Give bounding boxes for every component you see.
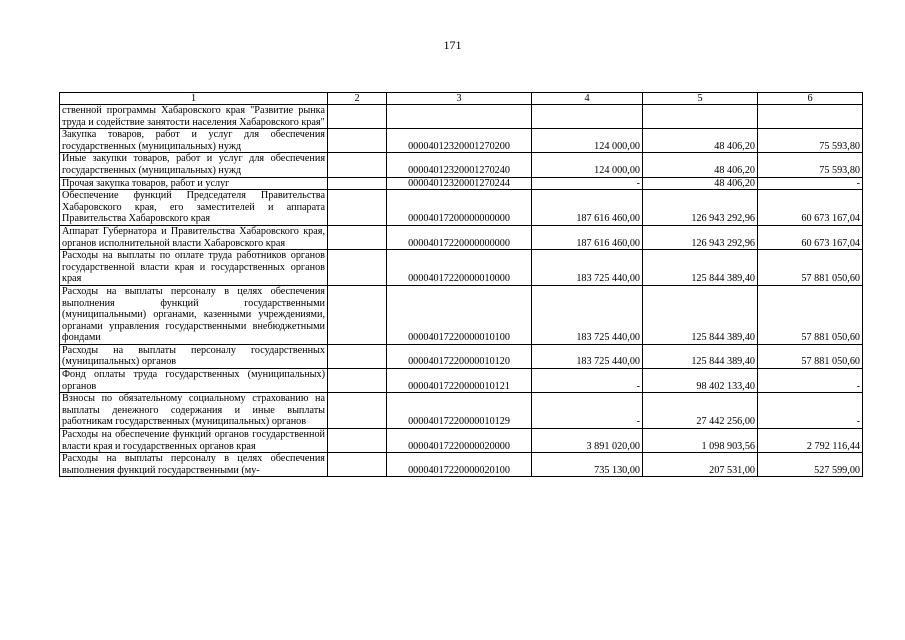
code-cell: 00004012320001270244 (387, 177, 532, 190)
column2-cell (328, 393, 387, 429)
description-cell: ственной программы Хабаровского края "Развитие рынка труда и содействие занятости населения Хабаровского края" (60, 105, 328, 129)
amount-executed-cell: 98 402 133,40 (643, 369, 758, 393)
column2-cell (328, 285, 387, 344)
amount-remaining-cell: - (758, 393, 863, 429)
column2-cell (328, 250, 387, 286)
amount-executed-cell: 48 406,20 (643, 177, 758, 190)
column-header: 5 (643, 93, 758, 105)
column2-cell (328, 190, 387, 226)
amount-planned-cell: 735 130,00 (532, 453, 643, 477)
code-cell: 00004012320001270200 (387, 129, 532, 153)
code-cell: 00004017220000020100 (387, 453, 532, 477)
amount-executed-cell: 125 844 389,40 (643, 285, 758, 344)
description-cell: Аппарат Губернатора и Правительства Хабаровского края, органов исполнительной власти Хабаровского края (60, 225, 328, 249)
amount-remaining-cell: 57 881 050,60 (758, 344, 863, 368)
amount-executed-cell: 125 844 389,40 (643, 250, 758, 286)
amount-planned-cell: 124 000,00 (532, 153, 643, 177)
column-header: 3 (387, 93, 532, 105)
code-cell: 00004017220000000000 (387, 225, 532, 249)
table-row (60, 250, 863, 286)
description-cell: Расходы на выплаты персоналу в целях обеспечения выполнения функций государственными (муниципальными) органами, казенными учреждениями, органами управления государственными внебюджетными фондами (60, 285, 328, 344)
amount-planned-cell: - (532, 393, 643, 429)
amount-planned-cell: 183 725 440,00 (532, 285, 643, 344)
column-header: 6 (758, 93, 863, 105)
table-row (60, 105, 863, 129)
table-row (60, 177, 863, 190)
header-row (60, 93, 863, 105)
amount-planned-cell: 183 725 440,00 (532, 250, 643, 286)
column2-cell (328, 429, 387, 453)
column-header: 2 (328, 93, 387, 105)
code-cell: 00004017220000010100 (387, 285, 532, 344)
amount-executed-cell: 125 844 389,40 (643, 344, 758, 368)
column2-cell (328, 453, 387, 477)
description-cell: Расходы на обеспечение функций органов государственной власти края и государственных органов края (60, 429, 328, 453)
amount-executed-cell (643, 105, 758, 129)
amount-remaining-cell: 527 599,00 (758, 453, 863, 477)
amount-executed-cell: 207 531,00 (643, 453, 758, 477)
amount-executed-cell: 48 406,20 (643, 153, 758, 177)
amount-planned-cell: 3 891 020,00 (532, 429, 643, 453)
description-cell: Расходы на выплаты персоналу в целях обеспечения выполнения функций государственными (му- (60, 453, 328, 477)
amount-planned-cell: 187 616 460,00 (532, 225, 643, 249)
table-row (60, 453, 863, 477)
description-cell: Иные закупки товаров, работ и услуг для обеспечения государственных (муниципальных) нужд (60, 153, 328, 177)
table-row (60, 285, 863, 344)
budget-table (59, 92, 863, 477)
amount-remaining-cell: 2 792 116,44 (758, 429, 863, 453)
amount-remaining-cell: 75 593,80 (758, 129, 863, 153)
amount-planned-cell: - (532, 177, 643, 190)
code-cell: 00004017200000000000 (387, 190, 532, 226)
amount-executed-cell: 126 943 292,96 (643, 190, 758, 226)
amount-planned-cell: 124 000,00 (532, 129, 643, 153)
table-row (60, 369, 863, 393)
description-cell: Взносы по обязательному социальному страхованию на выплаты денежного содержания и иные выплаты работникам государственных (муниципальных) органов (60, 393, 328, 429)
code-cell: 00004017220000010121 (387, 369, 532, 393)
description-cell: Прочая закупка товаров, работ и услуг (60, 177, 328, 190)
column2-cell (328, 177, 387, 190)
code-cell: 00004017220000020000 (387, 429, 532, 453)
amount-planned-cell: - (532, 369, 643, 393)
amount-remaining-cell: 60 673 167,04 (758, 190, 863, 226)
column2-cell (328, 369, 387, 393)
code-cell (387, 105, 532, 129)
table-row (60, 344, 863, 368)
code-cell: 00004017220000010000 (387, 250, 532, 286)
amount-executed-cell: 48 406,20 (643, 129, 758, 153)
description-cell: Фонд оплаты труда государственных (муниципальных) органов (60, 369, 328, 393)
amount-executed-cell: 1 098 903,56 (643, 429, 758, 453)
column2-cell (328, 344, 387, 368)
code-cell: 00004012320001270240 (387, 153, 532, 177)
amount-remaining-cell: 57 881 050,60 (758, 285, 863, 344)
description-cell: Закупка товаров, работ и услуг для обеспечения государственных (муниципальных) нужд (60, 129, 328, 153)
amount-planned-cell (532, 105, 643, 129)
table-row (60, 225, 863, 249)
table-row (60, 129, 863, 153)
table-row (60, 393, 863, 429)
description-cell: Обеспечение функций Председателя Правительства Хабаровского края, его заместителей и аппарата Правительства Хабаровского края (60, 190, 328, 226)
amount-executed-cell: 27 442 256,00 (643, 393, 758, 429)
amount-executed-cell: 126 943 292,96 (643, 225, 758, 249)
description-cell: Расходы на выплаты персоналу государственных (муниципальных) органов (60, 344, 328, 368)
code-cell: 00004017220000010120 (387, 344, 532, 368)
amount-remaining-cell: 57 881 050,60 (758, 250, 863, 286)
column2-cell (328, 225, 387, 249)
page-number: 171 (443, 38, 462, 52)
column2-cell (328, 105, 387, 129)
amount-remaining-cell: 75 593,80 (758, 153, 863, 177)
amount-planned-cell: 183 725 440,00 (532, 344, 643, 368)
column-header: 4 (532, 93, 643, 105)
amount-remaining-cell: 60 673 167,04 (758, 225, 863, 249)
amount-planned-cell: 187 616 460,00 (532, 190, 643, 226)
amount-remaining-cell: - (758, 177, 863, 190)
column2-cell (328, 153, 387, 177)
code-cell: 00004017220000010129 (387, 393, 532, 429)
table-row (60, 429, 863, 453)
column-header: 1 (60, 93, 328, 105)
description-cell: Расходы на выплаты по оплате труда работников органов государственной власти края и государственных органов края (60, 250, 328, 286)
table-row (60, 190, 863, 226)
amount-remaining-cell: - (758, 369, 863, 393)
table-row (60, 153, 863, 177)
column2-cell (328, 129, 387, 153)
amount-remaining-cell (758, 105, 863, 129)
